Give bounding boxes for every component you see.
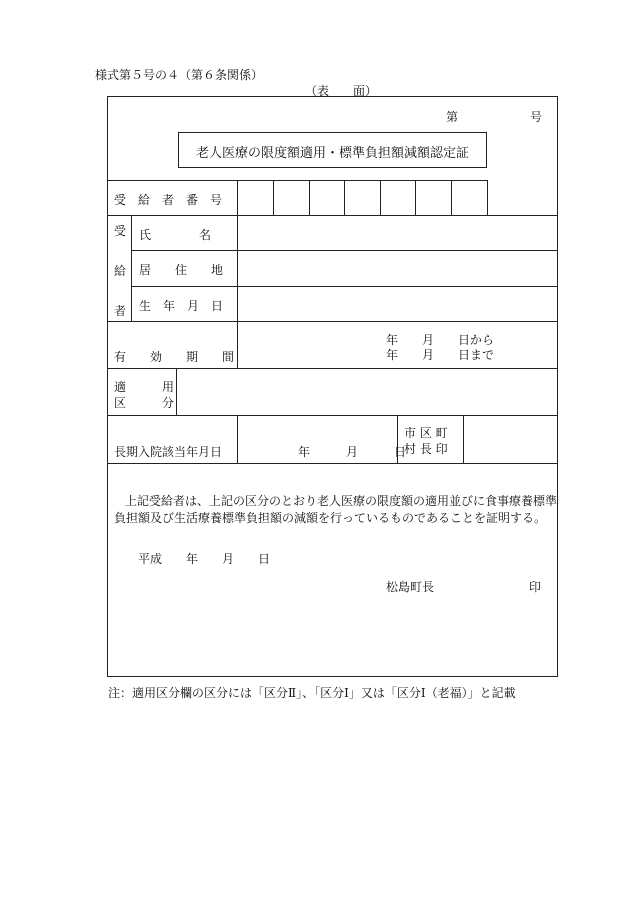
certification-line-2: 負担額及び生活療養標準負担額の減額を行っているものであることを証明する。 xyxy=(114,511,547,525)
digit-divider xyxy=(273,180,274,215)
label-divider xyxy=(237,215,238,368)
mayor-stamp-bottom: 村 長 印 xyxy=(404,442,448,456)
validity-from: 年 月 日から xyxy=(386,333,495,347)
recipient-side-divider xyxy=(131,215,132,321)
long-stay-label: 長期入院該当年月日 xyxy=(114,445,223,459)
birth-label: 生 年 月 日 xyxy=(139,299,224,313)
row-line xyxy=(131,250,558,251)
recipient-side-char-2: 給 xyxy=(114,264,127,278)
row-line xyxy=(107,368,558,369)
number-suffix: 号 xyxy=(530,110,543,124)
digit-divider xyxy=(380,180,381,215)
validity-label: 有 効 期 間 xyxy=(114,350,235,364)
number-prefix: 第 xyxy=(446,110,459,124)
recipient-number-label: 受 給 者 番 号 xyxy=(114,193,223,207)
digit-divider xyxy=(415,180,416,215)
row-line xyxy=(107,215,558,216)
row-line xyxy=(107,321,558,322)
digit-divider xyxy=(451,180,452,215)
row-line xyxy=(107,180,487,181)
form-number: 様式第５号の４（第６条関係） xyxy=(95,68,264,82)
validity-to: 年 月 日まで xyxy=(386,348,495,362)
category-label-bottom: 区 分 xyxy=(114,396,175,410)
issuer-seal: 印 xyxy=(529,580,542,594)
address-label: 居 住 地 xyxy=(139,263,224,277)
category-divider xyxy=(176,368,177,415)
side-label: （表 面） xyxy=(305,84,378,98)
digit-divider xyxy=(344,180,345,215)
long-stay-date: 年 月 日 xyxy=(298,445,407,459)
certificate-card xyxy=(107,96,558,677)
certification-line-1: 上記受給者は、上記の区分のとおり老人医療の限度額の適用並びに食事療養標準 xyxy=(125,494,558,508)
long-stay-divider xyxy=(237,415,238,463)
recipient-side-char-1: 受 xyxy=(114,224,127,238)
name-label: 氏 名 xyxy=(139,228,212,242)
row-line xyxy=(131,286,558,287)
issue-date: 平成 年 月 日 xyxy=(138,552,271,566)
digit-divider xyxy=(237,180,238,215)
digit-divider xyxy=(309,180,310,215)
recipient-side-char-3: 者 xyxy=(114,304,127,318)
category-label-top: 適 用 xyxy=(114,380,175,394)
mayor-stamp-top: 市 区 町 xyxy=(404,426,448,440)
row-line xyxy=(107,463,558,464)
row-line xyxy=(107,415,558,416)
digit-divider xyxy=(487,180,488,215)
footnote: 注：適用区分欄の区分には「区分Ⅱ」、「区分Ⅰ」又は「区分Ⅰ（老福）」と記載 xyxy=(108,686,516,700)
certificate-title: 老人医療の限度額適用・標準負担額減額認定証 xyxy=(195,146,469,161)
mayor-right-divider xyxy=(463,415,464,463)
issuer-name: 松島町長 xyxy=(386,580,435,594)
